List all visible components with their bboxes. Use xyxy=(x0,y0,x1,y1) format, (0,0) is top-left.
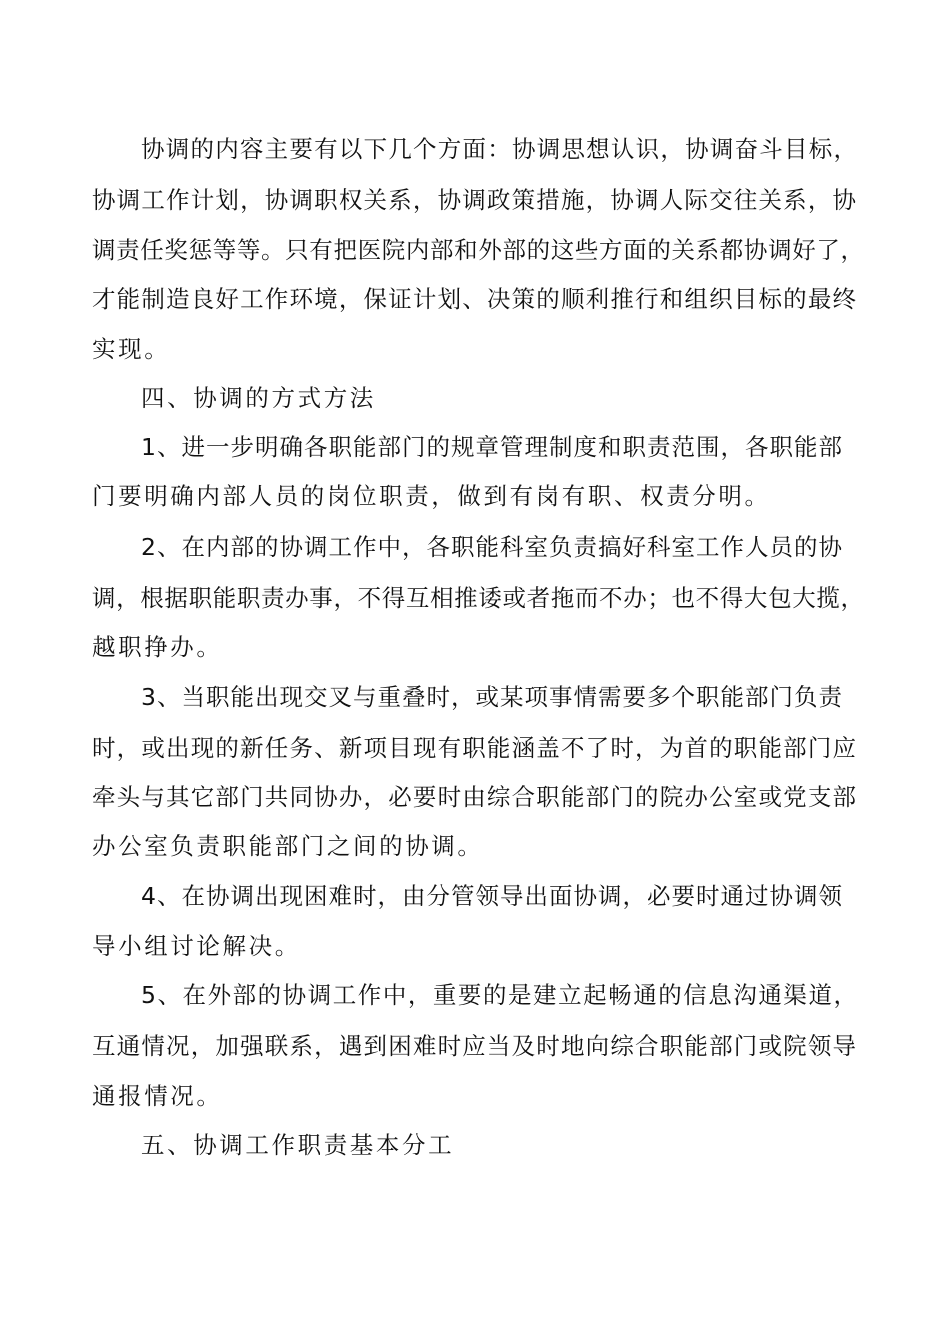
body-line: 导小组讨论解决。 xyxy=(92,932,301,960)
body-line: 通报情况。 xyxy=(92,1082,223,1110)
body-line: 3、当职能出现交叉与重叠时，或某项事情需要多个职能部门负责 xyxy=(141,683,842,711)
body-line: 办公室负责职能部门之间的协调。 xyxy=(92,832,484,860)
section-heading: 五、协调工作职责基本分工 xyxy=(141,1131,455,1159)
body-line: 4、在协调出现困难时，由分管领导出面协调，必要时通过协调领 xyxy=(141,882,842,910)
body-line: 才能制造良好工作环境，保证计划、决策的顺利推行和组织目标的最终 xyxy=(92,285,856,313)
body-line: 协调的内容主要有以下几个方面：协调思想认识，协调奋斗目标， xyxy=(141,135,857,163)
body-line: 门要明确内部人员的岗位职责，做到有岗有职、权责分明。 xyxy=(92,482,771,510)
body-line: 1、进一步明确各职能部门的规章管理制度和职责范围，各职能部 xyxy=(141,433,842,461)
body-line: 2、在内部的协调工作中，各职能科室负责搞好科室工作人员的协 xyxy=(141,533,842,561)
body-line: 调责任奖惩等等。只有把医院内部和外部的这些方面的关系都协调好了， xyxy=(92,236,864,264)
section-heading: 四、协调的方式方法 xyxy=(141,384,376,412)
body-line: 时，或出现的新任务、新项目现有职能涵盖不了时，为首的职能部门应 xyxy=(92,734,856,762)
body-line: 越职挣办。 xyxy=(92,633,223,661)
body-line: 协调工作计划，协调职权关系，协调政策措施，协调人际交往关系，协 xyxy=(92,186,856,214)
body-line: 牵头与其它部门共同协办，必要时由综合职能部门的院办公室或党支部 xyxy=(92,783,856,811)
body-line: 调，根据职能职责办事，不得互相推诿或者拖而不办；也不得大包大揽， xyxy=(92,584,864,612)
body-line: 5、在外部的协调工作中，重要的是建立起畅通的信息沟通渠道， xyxy=(141,981,857,1009)
body-line: 实现。 xyxy=(92,335,171,363)
body-line: 互通情况，加强联系，遇到困难时应当及时地向综合职能部门或院领导 xyxy=(92,1032,856,1060)
